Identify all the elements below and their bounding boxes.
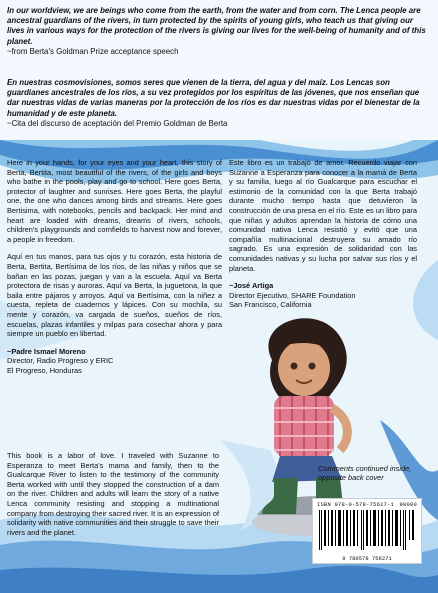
barcode-box: [312, 498, 422, 564]
artiga-name: ~José Artiga: [229, 281, 274, 291]
moreno-name: ~Padre Ismael Moreno: [7, 346, 86, 356]
moreno-title: Director, Radio Progreso y ERIC: [7, 356, 114, 366]
comments-note: [318, 464, 428, 483]
right-paragraph-spanish: Este libro es un trabajo de amor. Recuerdo viajar con Suzanne a Esperanza para conocer a la mamá de Berta y su familia, luego al río Gualcarque para escuchar el estimonio de la comunidad con la que Berta trabajó durante mucho tiempo hasta que detuvieron la construcción de una presa en el río. Este es un libro para que niñas y adultos aprendan la historia de cómo una comunidad nativa Lenca resistió y evitó que una compañía multinacional destruyera su amado río sagrado. Es una expresión de solidaridad con las comunidades nativas y su lucha por salvar sus ríos y el planeta.: [229, 158, 417, 273]
barcode-digits: 9 780578 756271: [342, 555, 392, 562]
quote-spanish: [7, 78, 431, 129]
price-code: 90000: [399, 501, 417, 508]
left-column: [7, 158, 222, 375]
left-bottom-paragraph: This book is a labor of love. I traveled with Suzanne to Esperanza to meet Berta's mama and family, then to the Gualcarque River to listen to the testimony of the community Berta worked with until they stopped the construction of a dam on the river. Children and adults will learn the story of a native Lenca community resisting and stopping a multinational company from destroying their sacred river. It is an expression of solidarity with native communities and their struggle to save their rivers and the planet.: [7, 451, 219, 537]
artiga-place: San Francisco, California: [229, 300, 312, 310]
quote-english-source: ~from Berta's Goldman Prize acceptance speech: [7, 46, 179, 56]
quote-english-body: In our worldview, we are beings who come from the earth, from the water and from corn. The Lenca people are ancestral guardians of the rivers, in turn protected by the spirits of young girls, who teach us that giving our lives in various ways for the protection of the rivers is giving our lives for the well-being of humanity and of this planet.: [7, 6, 426, 46]
quote-spanish-body: En nuestras cosmovisiones, somos seres que vienen de la tierra, del agua y del maíz. Los Lencas son guardianes ancestrales de los ríos, a su vez protegidos por los espíritus de las jóvenes, que nos enseñan que dar nuestras vidas de varias maneras por la protección de los ríos es dar nuestras vidas por el bienestar de la humanidad y de este planeta.: [7, 78, 420, 118]
artiga-title: Director Ejecutivo, SHARE Foundation: [229, 290, 356, 300]
comments-line-2: opposite back cover: [318, 473, 384, 483]
left-paragraph-english: Here in your hands, for your eyes and your heart, this story of Berta, Bertita, most beautiful of the rivers, of the girls and boys who bathe in the pools, play and go to school. Here goes Berta, protector of laughter and sunrises. Here goes Berta, the playful one, the one who dances among birds and streams. Here goes Bertisima, with notebooks, pencils and backpack. Her mind and heart are loaded with dreams, dreams of rivers, schools, children's playgrounds and cornfields to harvest now and forever, a people in freedom.: [7, 158, 222, 244]
barcode-bars: [317, 510, 417, 550]
isbn-label: ISBN 978-0-578-75627-1: [317, 501, 395, 508]
moreno-signature: [7, 347, 222, 376]
moreno-place: El Progreso, Honduras: [7, 365, 82, 375]
comments-line-1: Comments continued inside,: [318, 464, 412, 473]
left-paragraph-spanish: Aquí en tus manos, para tus ojos y tu corazón, esta historia de Berta, Bertita, Bertísima de los ríos, de las niñas y niños que se bañan en las pozas, juegan y van a la escuela. Aquí va Berta protectora de risas y auroras. Aquí va Berta, la juguetona, la que baila entre pájaros y arroyos. Aquí va Bertísima, con la niñez a cuesta, repleta de cuadernos y lápices. Con su mochila, su mente y corazón, va cargada de sueños, sueños de ríos, escuelas, plazas infantiles y milpas para cosechar ahora y para siempre un pueblo en libertad.: [7, 252, 222, 339]
right-column: [229, 158, 417, 310]
quote-english: [7, 6, 431, 57]
quote-spanish-source: ~Cita del discurso de aceptación del Premio Goldman de Berta: [7, 118, 228, 128]
